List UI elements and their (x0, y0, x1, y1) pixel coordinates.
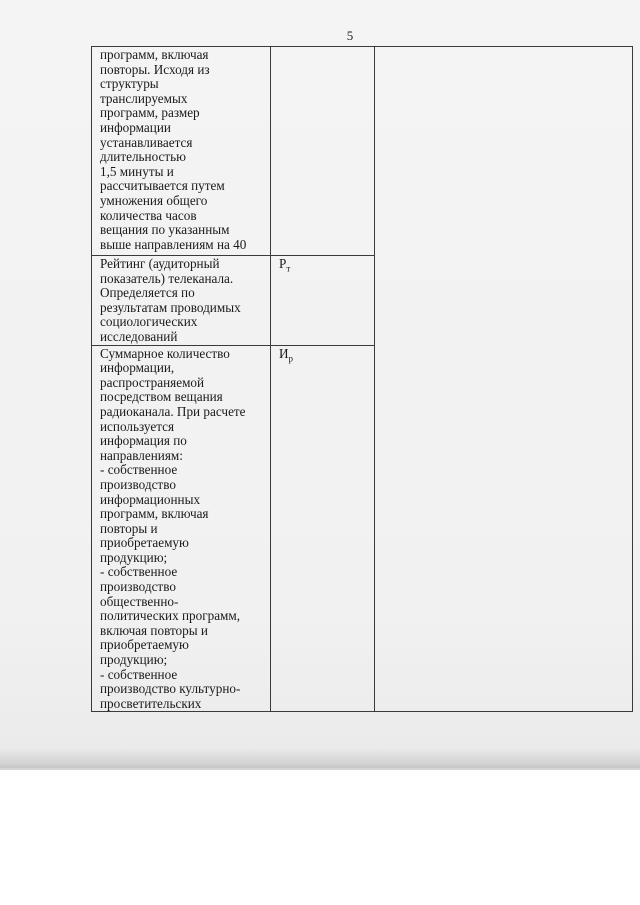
symbol-cell (271, 47, 375, 256)
description-line: Суммарное количество (100, 345, 230, 361)
description-line: умножения общего (100, 192, 208, 208)
description-line: информации (100, 119, 171, 135)
description-line: показатель) телеканала. (100, 270, 234, 286)
description-line: продукцию; (100, 652, 168, 668)
description-line: - собственное (100, 564, 178, 580)
description-line: транслируемых (100, 90, 188, 106)
description-line: политических программ, (100, 608, 241, 624)
description-line: посредством вещания (100, 389, 223, 405)
description-line: - собственное (100, 666, 178, 682)
table-row (92, 47, 633, 256)
description-line: приобретаемую (100, 535, 189, 551)
description-line: социологических (100, 314, 198, 330)
description-line: информации, (100, 360, 175, 376)
description-line: производство (100, 579, 176, 595)
description-line: направлениям: (100, 447, 183, 463)
description-line: выше направлениям на 40 (100, 236, 247, 252)
description-line: - собственное (100, 462, 178, 478)
description-line: устанавливается (100, 134, 193, 150)
description-line: исследований (100, 328, 178, 344)
symbol-info-radio: $И_р$ (279, 345, 294, 364)
description-line: длительностью (100, 149, 187, 165)
document-table (91, 46, 633, 712)
description-line: радиоканала. При расчете (100, 403, 246, 419)
description-line: рассчитывается путем (100, 178, 225, 194)
description-line: распространяемой (100, 374, 205, 390)
description-line: 1,5 минуты и (100, 163, 174, 179)
description-line: вещания по указанным (100, 222, 230, 238)
description-line: программ, включая (100, 47, 209, 62)
description-line: включая повторы и (100, 622, 208, 638)
description-line: просветительских (100, 695, 202, 711)
description-line: структуры (100, 76, 159, 92)
description-line: программ, включая (100, 506, 209, 522)
description-line: количества часов (100, 207, 197, 223)
description-line: повторы. Исходя из (100, 61, 210, 77)
description-line: информация по (100, 433, 187, 449)
description-line: продукцию; (100, 549, 168, 565)
description-line: информационных (100, 491, 201, 507)
description-cell (92, 345, 271, 712)
description-line: Рейтинг (аудиторный (100, 256, 220, 271)
description-cell (92, 47, 271, 256)
description-line: Определяется по (100, 285, 195, 301)
description-line: приобретаемую (100, 637, 189, 653)
description-line: общественно- (100, 593, 179, 609)
description-line: производство культурно- (100, 681, 241, 697)
symbol-cell (271, 256, 375, 346)
notes-cell (375, 47, 633, 712)
description-line: программ, размер (100, 105, 200, 121)
paper-edge-shadow (0, 748, 640, 770)
description-line: используется (100, 418, 175, 434)
description-cell (92, 256, 271, 346)
description-line: повторы и (100, 520, 158, 536)
description-line: производство (100, 476, 176, 492)
symbol-cell (271, 345, 375, 712)
description-line: результатам проводимых (100, 299, 241, 315)
page-number: 5 (346, 28, 354, 43)
symbol-rating: $Р_т$ (279, 256, 291, 274)
